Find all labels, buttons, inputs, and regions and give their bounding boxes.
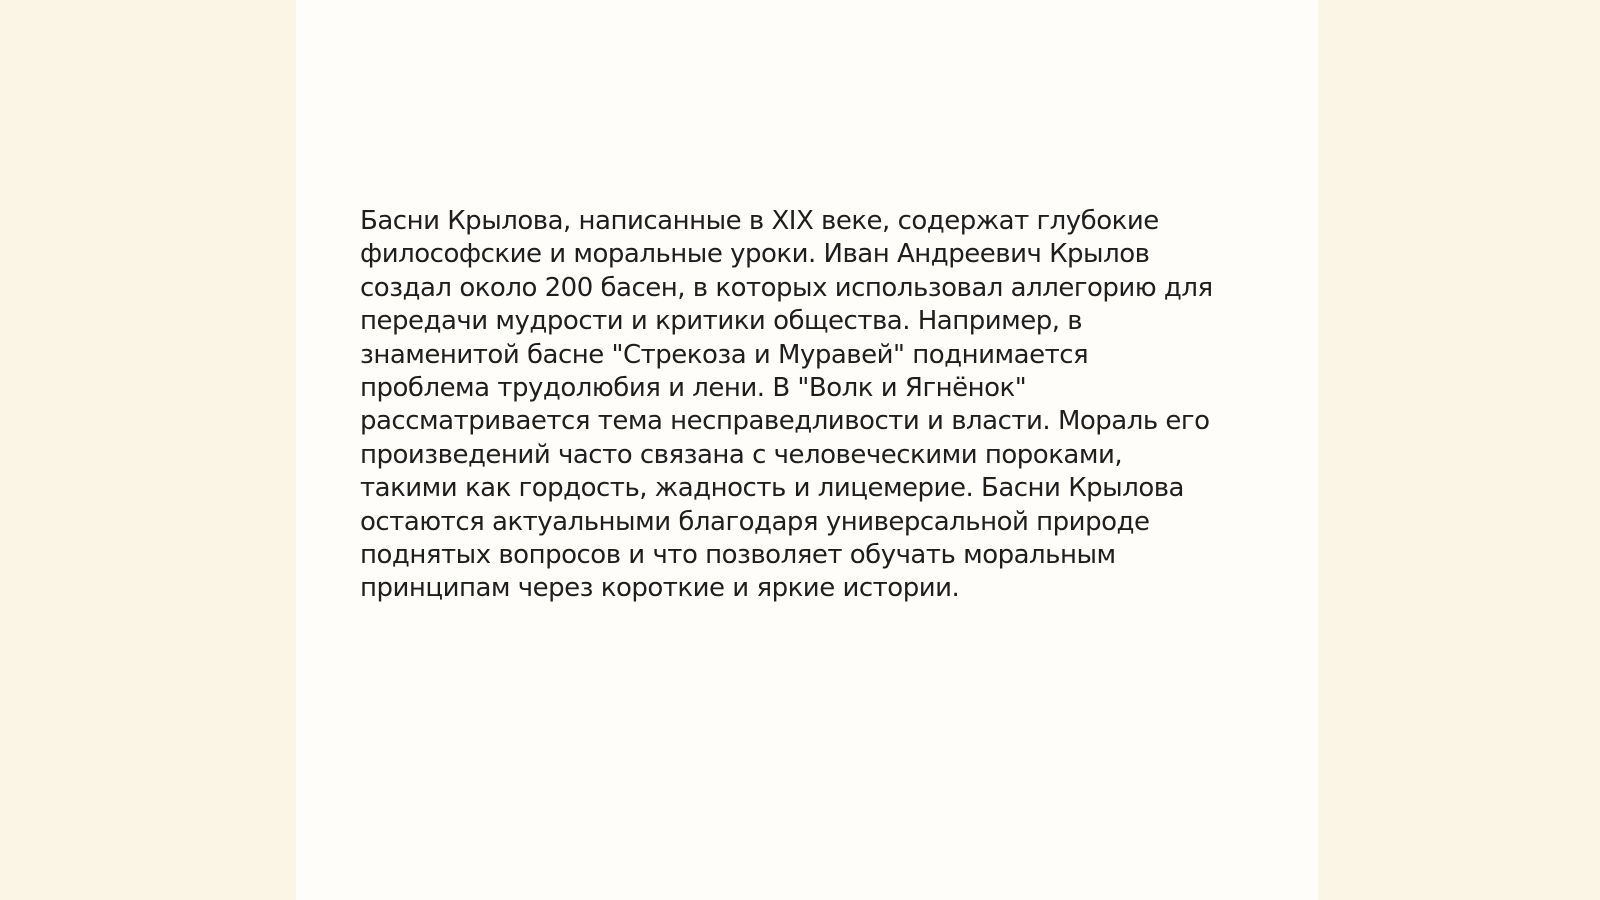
paragraph-line: проблема трудолюбия и лени. В "Волк и Ягнёнок" [360,373,1027,404]
paragraph-line: передачи мудрости и критики общества. Например, в [360,306,1083,337]
paragraph-line: создал около 200 басен, в которых использовал аллегорию для [360,272,1213,303]
paragraph-line: рассматривается тема несправедливости и власти. Мораль его [360,406,1210,437]
paragraph-line: остаются актуальными благодаря универсальной природе [360,506,1150,537]
paragraph-line: знаменитой басне "Стрекоза и Муравей" поднимается [360,339,1089,370]
paragraph-line: принципам через короткие и яркие истории. [360,573,960,604]
document-paragraph [360,205,1240,606]
paragraph-line: философские и моральные уроки. Иван Андреевич Крылов [360,239,1150,270]
paragraph-line: произведений часто связана с человеческими пороками, [360,439,1123,470]
page-sheet [296,0,1318,900]
paragraph-line: поднятых вопросов и что позволяет обучать моральным [360,540,1116,571]
paragraph-line: Басни Крылова, написанные в XIX веке, содержат глубокие [360,206,1159,236]
paragraph-line: такими как гордость, жадность и лицемерие. Басни Крылова [360,473,1184,504]
